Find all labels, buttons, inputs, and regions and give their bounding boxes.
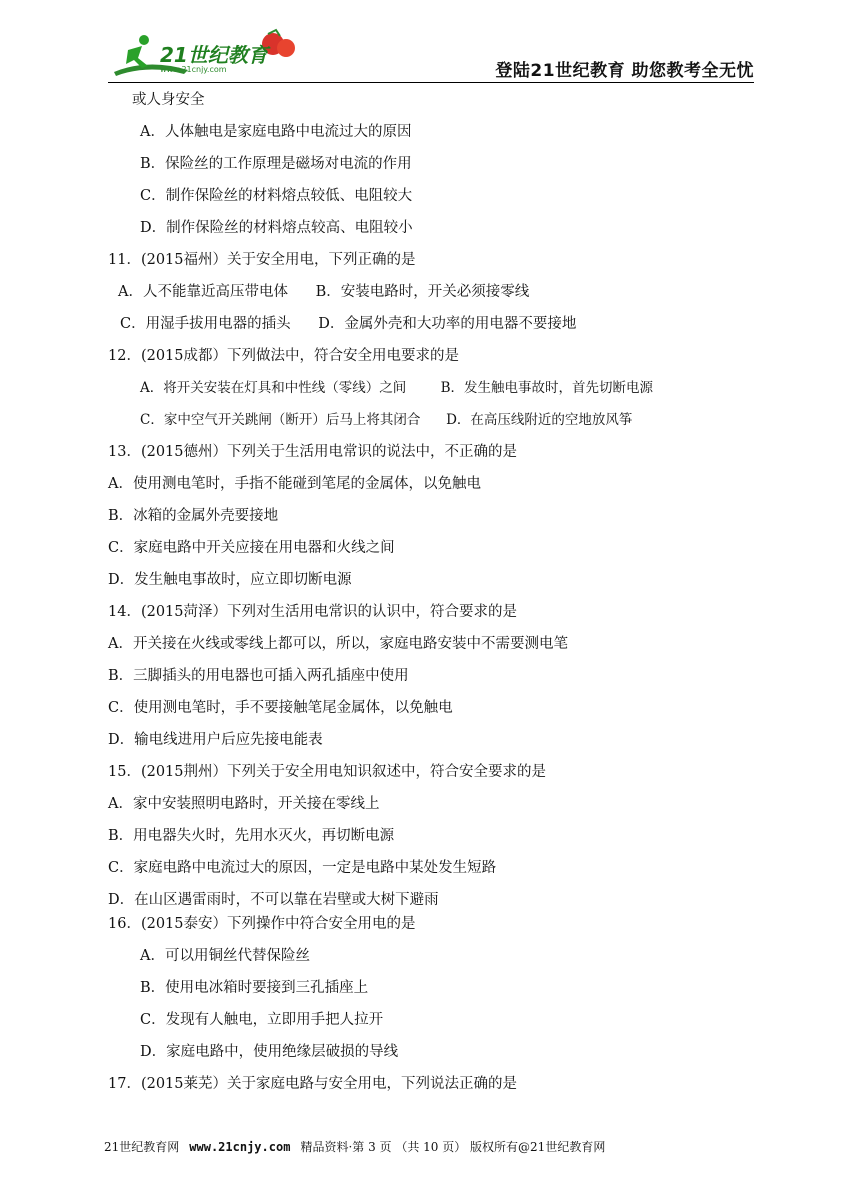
site-logo (108, 28, 308, 84)
option-line: D．制作保险丝的材料熔点较高、电阻较小 (140, 220, 413, 236)
option-line: C．家中空气开关跳闸（断开）后马上将其闭合 D．在高压线附近的空地放风筝 (140, 412, 633, 428)
option-line: A．使用测电笔时，手指不能碰到笔尾的金属体，以免触电 (108, 476, 481, 492)
option-line: C．使用测电笔时，手不要接触笔尾金属体，以免触电 (108, 700, 453, 716)
option-line: A．可以用铜丝代替保险丝 (140, 948, 310, 964)
option-line: B．保险丝的工作原理是磁场对电流的作用 (140, 156, 412, 172)
option-line: D．在山区遇雷雨时，不可以靠在岩壁或大树下避雨 (108, 892, 439, 908)
logo-url: www.21cnjy.com (160, 65, 227, 74)
option-line: C．制作保险丝的材料熔点较低、电阻较大 (140, 188, 413, 204)
question-line: 13．(2015德州）下列关于生活用电常识的说法中，不正确的是 (108, 444, 518, 460)
option-line: C．用湿手拔用电器的插头 D．金属外壳和大功率的用电器不要接地 (120, 316, 577, 332)
option-line: D．家庭电路中，使用绝缘层破损的导线 (140, 1044, 399, 1060)
header-slogan: 登陆21世纪教育 助您教考全无忧 (495, 61, 754, 81)
option-line: C．家庭电路中开关应接在用电器和火线之间 (108, 540, 395, 556)
option-line: D．发生触电事故时，应立即切断电源 (108, 572, 352, 588)
text-line: 或人身安全 (132, 92, 205, 108)
footer-page-info: 精品资料·第 3 页 （共 10 页） 版权所有@21世纪教育网 (300, 1140, 606, 1154)
logo-graphic (108, 28, 308, 84)
option-line: B．使用电冰箱时要接到三孔插座上 (140, 980, 369, 996)
option-line: B．冰箱的金属外壳要接地 (108, 508, 279, 524)
option-line: C．发现有人触电，立即用手把人拉开 (140, 1012, 384, 1028)
header-divider (108, 82, 754, 83)
footer-site-name: 21世纪教育网 (104, 1140, 180, 1154)
option-line: D．输电线进用户后应先接电能表 (108, 732, 323, 748)
question-line: 15．(2015荆州）下列关于安全用电知识叙述中，符合安全要求的是 (108, 764, 547, 780)
question-line: 12．(2015成都）下列做法中，符合安全用电要求的是 (108, 348, 460, 364)
question-line: 11．(2015福州）关于安全用电，下列正确的是 (108, 252, 416, 268)
option-line: A．开关接在火线或零线上都可以，所以，家庭电路安装中不需要测电笔 (108, 636, 568, 652)
question-line: 17．(2015莱芜）关于家庭电路与安全用电，下列说法正确的是 (108, 1076, 518, 1092)
option-line: A．家中安装照明电路时，开关接在零线上 (108, 796, 380, 812)
logo-text: 21世纪教育 (160, 43, 268, 67)
option-line: A．人不能靠近高压带电体 B．安装电路时，开关必须接零线 (118, 284, 530, 300)
footer-url-link[interactable]: www.21cnjy.com (189, 1140, 291, 1154)
option-line: C．家庭电路中电流过大的原因，一定是电路中某处发生短路 (108, 860, 497, 876)
question-line: 14．(2015菏泽）下列对生活用电常识的认识中，符合要求的是 (108, 604, 518, 620)
page-footer (104, 1138, 605, 1155)
option-line: A．人体触电是家庭电路中电流过大的原因 (140, 124, 412, 140)
option-line: A．将开关安装在灯具和中性线（零线）之间 B．发生触电事故时，首先切断电源 (140, 380, 653, 396)
question-line: 16．(2015泰安）下列操作中符合安全用电的是 (108, 916, 416, 932)
option-line: B．三脚插头的用电器也可插入两孔插座中使用 (108, 668, 409, 684)
option-line: B．用电器失火时，先用水灭火，再切断电源 (108, 828, 395, 844)
